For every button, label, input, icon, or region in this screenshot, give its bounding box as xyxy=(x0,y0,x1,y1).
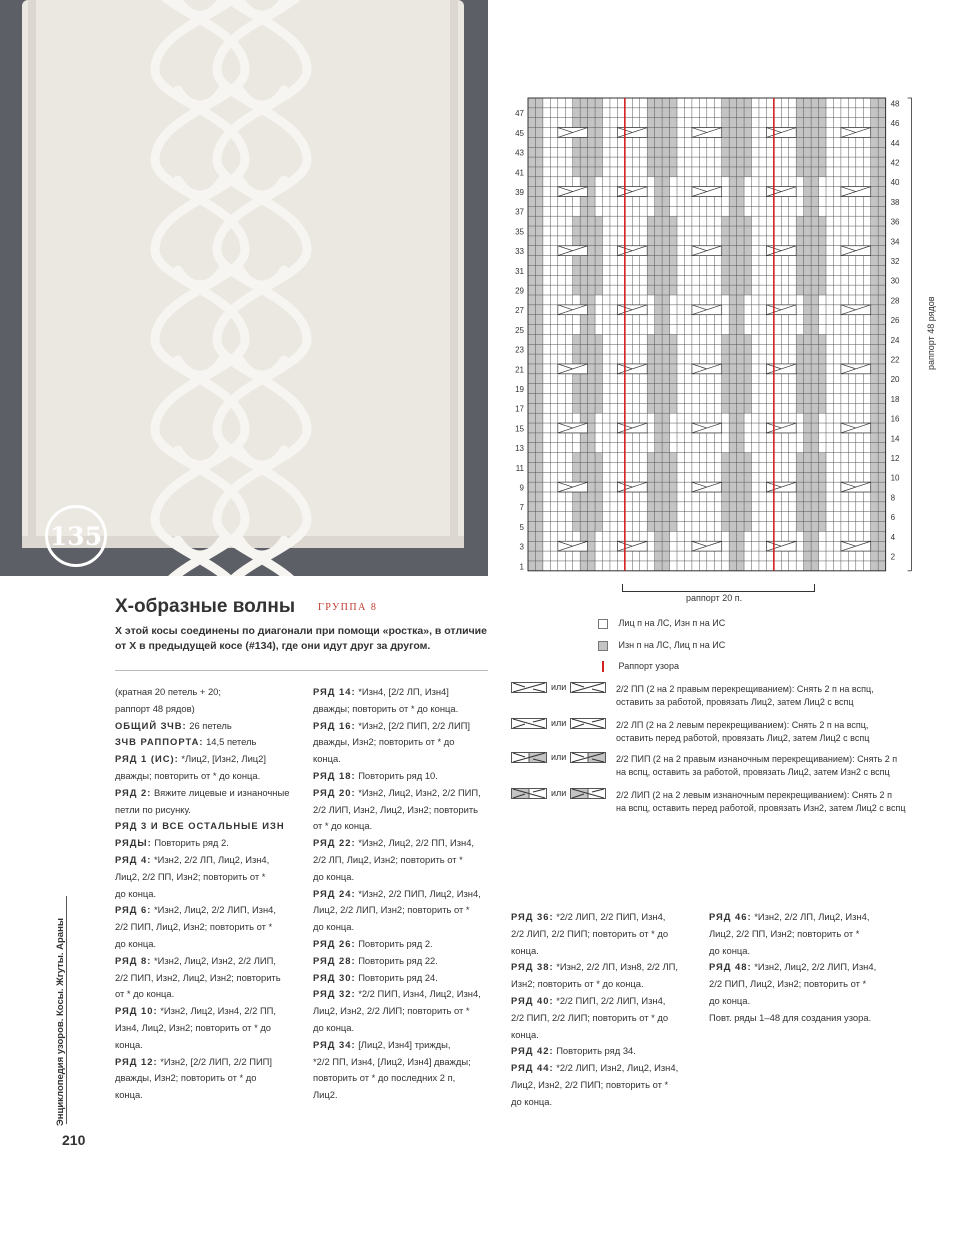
row-number-label: 13 xyxy=(515,444,524,454)
instruction-line xyxy=(115,684,300,701)
row-label: РЯД 32: xyxy=(313,988,356,1000)
instruction-line xyxy=(313,1087,498,1104)
knitted-fabric-image xyxy=(0,0,488,576)
legend-cable-1 xyxy=(511,681,606,694)
row-label: РЯД 34: xyxy=(313,1038,356,1050)
row-text: до конца. xyxy=(313,870,355,882)
row-number-label: 7 xyxy=(519,503,524,513)
instruction-line xyxy=(313,1003,498,1020)
row-label: РЯД 42: xyxy=(511,1045,554,1057)
instruction-line xyxy=(115,1070,300,1087)
row-number-label: 18 xyxy=(890,394,900,404)
instruction-line xyxy=(115,751,300,768)
instruction-line xyxy=(313,684,498,701)
instruction-line xyxy=(313,701,498,718)
instruction-line xyxy=(313,886,498,903)
group-label: ГРУППА 8 xyxy=(318,602,378,613)
divider xyxy=(115,670,488,671)
pattern-number-badge: 135 xyxy=(45,505,107,567)
row-text: Повторить ряд 10. xyxy=(355,769,438,781)
instruction-line xyxy=(511,1077,701,1094)
row-number-label: 1 xyxy=(519,562,524,572)
cable-symbol-icon xyxy=(511,718,547,729)
row-text: Лиц2, 2/2 ПП, Изн2; повторить от * xyxy=(709,927,860,939)
row-number-label: 47 xyxy=(515,109,524,119)
instruction-line xyxy=(511,926,701,943)
instruction-line xyxy=(313,1037,498,1054)
row-label: РЯД 2: xyxy=(115,786,152,798)
instruction-line xyxy=(511,1010,701,1027)
row-text: Повторить ряд 22. xyxy=(355,954,438,966)
row-number-label: 9 xyxy=(519,483,524,493)
row-text: от * до конца. xyxy=(313,820,373,832)
cable-symbol-icon xyxy=(570,718,606,729)
repeat-stitches-bracket xyxy=(622,584,815,592)
knitting-chart xyxy=(500,92,950,607)
row-label: РЯД 16: xyxy=(313,719,356,731)
instruction-line xyxy=(115,835,300,852)
row-text: *Изн2, 2/2 ЛП, Лиц2, Изн4, xyxy=(751,911,870,922)
instruction-line xyxy=(115,768,300,785)
instruction-line xyxy=(313,751,498,768)
row-text: Лиц2. xyxy=(313,1089,338,1101)
legend-line: 2/2 ЛП (2 на 2 левым перекрещиванием): Снять 2 п на вспц, xyxy=(616,720,869,730)
row-number-label: 27 xyxy=(515,306,524,316)
legend-cable-text xyxy=(616,683,874,709)
row-number-label: 35 xyxy=(515,227,524,237)
row-text: *Изн4, [2/2 ЛП, Изн4] xyxy=(355,686,449,697)
row-number-label: 38 xyxy=(890,197,900,207)
row-text: *Изн2, Лиц2, 2/2 ЛИП, Изн4, xyxy=(751,961,877,973)
instruction-line xyxy=(313,785,498,802)
row-number-label: 25 xyxy=(515,325,524,335)
row-text: до конца. xyxy=(709,994,751,1006)
row-label: РЯД 3 И ВСЕ ОСТАЛЬНЫЕ ИЗН xyxy=(115,820,285,832)
row-number-label: 37 xyxy=(515,207,524,217)
row-label: РЯД 40: xyxy=(511,994,554,1006)
row-text: конца. xyxy=(115,1089,143,1101)
instruction-line xyxy=(115,734,300,751)
cable-symbol-icon xyxy=(570,682,606,693)
legend-cable-text xyxy=(616,753,897,779)
instructions-column-3 xyxy=(511,909,701,1111)
instruction-line xyxy=(511,1094,701,1111)
row-text: Повторить ряд 24. xyxy=(355,971,438,983)
row-text: *Изн2, Лиц2, 2/2 ПП, Изн4, xyxy=(355,837,475,849)
instruction-line xyxy=(115,886,300,903)
row-text: [Лиц2, Изн4] трижды, xyxy=(355,1038,451,1050)
instruction-line xyxy=(115,718,300,735)
row-text: *Лиц2, [Изн2, Лиц2] xyxy=(178,753,266,765)
row-number-label: 15 xyxy=(515,424,524,434)
row-label: РЯД 46: xyxy=(709,911,752,922)
row-text: Изн4, Лиц2, Изн2; повторить от * до xyxy=(115,1021,272,1033)
row-label: РЯД 28: xyxy=(313,954,356,966)
row-text: Вяжите лицевые и изнаночные xyxy=(151,786,290,798)
instructions-column-4 xyxy=(709,909,899,1027)
row-text: *Изн2, [2/2 ПИП, 2/2 ЛИП] xyxy=(355,719,471,731)
book-sidebar-title: Энциклопедия узоров. Косы. Жгуты. Араны xyxy=(55,918,66,1126)
row-text: дважды, Изн2; повторить от * до xyxy=(313,736,455,748)
row-label: ОБЩИЙ ЗЧВ: xyxy=(115,719,187,731)
row-label: РЯД 30: xyxy=(313,971,356,983)
row-label: РЯД 8: xyxy=(115,954,152,966)
instruction-line xyxy=(115,1020,300,1037)
row-text: *Изн2, 2/2 ЛП, Лиц2, Изн4, xyxy=(151,853,270,865)
instruction-line xyxy=(313,852,498,869)
row-text: *2/2 ЛИП, 2/2 ПИП, Изн4, xyxy=(553,911,666,922)
row-number-label: 5 xyxy=(519,522,524,532)
row-number-label: 41 xyxy=(515,168,524,178)
instruction-line xyxy=(115,818,300,835)
row-text: *Изн2, Лиц2, Изн4, 2/2 ПП, xyxy=(157,1005,277,1017)
white-square-icon xyxy=(598,619,608,629)
row-label: РЯД 14: xyxy=(313,686,356,697)
instruction-line xyxy=(313,902,498,919)
instruction-line xyxy=(511,976,701,993)
instruction-line xyxy=(115,1003,300,1020)
row-text: Лиц2, Изн2, 2/2 ПИП; повторить от * xyxy=(511,1078,669,1090)
legend-line: на вспц, оставить за работой, провязать Лиц2, затем Изн2 с вспц xyxy=(616,767,890,777)
row-number-label: 10 xyxy=(890,473,900,483)
row-text: 2/2 ПИП, Изн2, Лиц2, Изн2; повторить xyxy=(115,971,281,983)
instruction-line xyxy=(313,919,498,936)
cable-symbol-icon xyxy=(570,752,606,763)
row-text: 2/2 ЛИП, Изн2, Лиц2, Изн2; повторить xyxy=(313,803,479,815)
row-text: 2/2 ЛИП, 2/2 ПИП; повторить от * до xyxy=(511,927,669,939)
or-label: или xyxy=(551,682,567,692)
instructions-column-1 xyxy=(115,684,300,1104)
row-text: Повторить ряд 34. xyxy=(553,1045,636,1057)
row-text: *Изн2, Лиц2, Изн2, 2/2 ПИП, xyxy=(355,786,481,798)
row-label: РЯД 24: xyxy=(313,887,356,899)
row-number-label: 28 xyxy=(890,296,900,306)
row-text: *2/2 ЛИП, Изн2, Лиц2, Изн4, xyxy=(553,1062,679,1074)
row-number-label: 23 xyxy=(515,345,524,355)
row-text: 26 петель xyxy=(186,719,232,731)
row-text: до конца. xyxy=(115,937,157,949)
instruction-line xyxy=(709,926,899,943)
or-label: или xyxy=(551,788,567,798)
instruction-line xyxy=(313,953,498,970)
row-label: РЯД 20: xyxy=(313,786,356,798)
legend-line: на вспц, оставить перед работой, провязать Изн2, затем Лиц2 с вспц xyxy=(616,803,906,813)
instruction-line xyxy=(313,718,498,735)
row-number-label: 34 xyxy=(890,237,900,247)
instruction-line xyxy=(511,1027,701,1044)
row-text: до конца. xyxy=(511,1095,553,1107)
row-label: РЯД 38: xyxy=(511,961,554,973)
row-label: РЯД 26: xyxy=(313,937,356,949)
row-label: РЯД 1 (ИС): xyxy=(115,753,179,765)
legend-cable-2 xyxy=(511,717,606,730)
instructions-column-2 xyxy=(313,684,498,1104)
row-text: 2/2 ЛП, Лиц2, Изн2; повторить от * xyxy=(313,853,463,865)
instruction-line xyxy=(313,986,498,1003)
instruction-line xyxy=(115,869,300,886)
or-label: или xyxy=(551,752,567,762)
instruction-line xyxy=(313,835,498,852)
row-number-label: 2 xyxy=(890,552,896,562)
row-text: *Изн2, 2/2 ЛП, Изн8, 2/2 ЛП, xyxy=(553,961,678,973)
row-text: дважды, Изн2; повторить от * до xyxy=(115,1072,257,1084)
instruction-line xyxy=(313,1020,498,1037)
instruction-line xyxy=(313,869,498,886)
row-number-label: 45 xyxy=(515,128,524,138)
instruction-line xyxy=(709,1010,899,1027)
row-text: конца. xyxy=(313,753,341,765)
intro-text: X этой косы соединены по диагонали при помощи «ростка», в отличие от X в предыдущей косе (#134), где они идут друг за другом. xyxy=(115,625,487,652)
knitted-sample-photo xyxy=(0,0,488,576)
row-number-label: 8 xyxy=(890,493,896,503)
row-number-label: 17 xyxy=(515,404,524,414)
row-number-label: 12 xyxy=(890,453,900,463)
row-label: РЯДЫ: xyxy=(115,837,152,849)
instruction-line xyxy=(511,1043,701,1060)
row-text: Лиц2, 2/2 ПП, Изн2; повторить от * xyxy=(115,870,266,882)
instruction-line xyxy=(115,953,300,970)
instruction-line xyxy=(115,1054,300,1071)
row-text: Повт. ряды 1–48 для создания узора. xyxy=(709,1011,872,1023)
row-number-label: 4 xyxy=(890,532,896,542)
row-label: РЯД 18: xyxy=(313,769,356,781)
instruction-line xyxy=(709,909,899,926)
row-number-label: 21 xyxy=(515,365,524,375)
row-number-label: 36 xyxy=(890,217,900,227)
row-text: раппорт 48 рядов) xyxy=(115,702,195,714)
row-number-label: 26 xyxy=(890,316,900,326)
row-number-label: 32 xyxy=(890,256,900,266)
instruction-line xyxy=(115,936,300,953)
row-text: Лиц2, Изн2, 2/2 ЛИП; повторить от * xyxy=(313,1005,470,1017)
row-text: до конца. xyxy=(709,944,751,956)
row-number-label: 20 xyxy=(890,375,900,385)
instruction-line xyxy=(313,768,498,785)
legend-line: 2/2 ЛИП (2 на 2 левым изнаночным перекрещиванием): Снять 2 п xyxy=(616,790,892,800)
row-text: *2/2 ПИП, Изн4, Лиц2, Изн4, xyxy=(355,988,481,1000)
instruction-line xyxy=(511,993,701,1010)
row-number-label: 11 xyxy=(515,463,524,473)
row-text: Лиц2, 2/2 ЛИП, Изн2; повторить от * xyxy=(313,904,470,916)
page-title: X-образные волны xyxy=(115,596,296,617)
row-text: *Изн2, [2/2 ЛИП, 2/2 ПИП] xyxy=(157,1055,273,1067)
row-text: *Изн2, 2/2 ПИП, Лиц2, Изн4, xyxy=(355,887,481,899)
row-number-label: 31 xyxy=(515,266,524,276)
instruction-line xyxy=(115,785,300,802)
instruction-line xyxy=(313,1070,498,1087)
row-label: РЯД 12: xyxy=(115,1055,158,1067)
legend-knit: Лиц п на ЛС, Изн п на ИС xyxy=(598,617,725,630)
row-text: *Изн2, Лиц2, Изн2, 2/2 ЛИП, xyxy=(151,954,276,966)
legend-line: 2/2 ПИП (2 на 2 правым изнаночным перекрещиванием): Снять 2 п xyxy=(616,754,898,764)
row-label: ЗЧВ РАППОРТА: xyxy=(115,736,204,748)
row-number-label: 40 xyxy=(890,178,900,188)
legend-purl: Изн п на ЛС, Лиц п на ИС xyxy=(598,639,725,652)
row-label: РЯД 6: xyxy=(115,904,152,916)
legend-cable-text xyxy=(616,719,869,745)
row-text: от * до конца. xyxy=(115,988,175,1000)
instruction-line xyxy=(115,852,300,869)
legend-line: оставить за работой, провязать Лиц2, затем Лиц2 с вспц xyxy=(616,697,854,707)
row-number-label: 39 xyxy=(515,188,524,198)
row-label: РЯД 22: xyxy=(313,837,356,849)
row-text: конца. xyxy=(511,944,539,956)
row-text: дважды; повторить от * до конца. xyxy=(313,702,459,714)
row-text: до конца. xyxy=(313,921,355,933)
instruction-line xyxy=(709,943,899,960)
row-text: Изн2; повторить от * до конца. xyxy=(511,978,644,990)
instruction-line xyxy=(115,970,300,987)
legend-cable-3 xyxy=(511,751,606,764)
instruction-line xyxy=(313,1054,498,1071)
row-number-label: 33 xyxy=(515,247,524,257)
row-number-label: 44 xyxy=(890,138,900,148)
chart-grid xyxy=(500,92,950,602)
sidebar-line xyxy=(66,896,67,1124)
row-number-label: 14 xyxy=(890,434,900,444)
instruction-line xyxy=(115,1037,300,1054)
row-number-label: 24 xyxy=(890,335,900,345)
legend-line: 2/2 ПП (2 на 2 правым перекрещиванием): Снять 2 п на вспц, xyxy=(616,684,874,694)
row-number-label: 30 xyxy=(890,276,900,286)
instruction-line xyxy=(115,919,300,936)
instruction-line xyxy=(115,902,300,919)
row-number-label: 29 xyxy=(515,286,524,296)
row-label: РЯД 4: xyxy=(115,853,152,865)
row-text: повторить от * до последних 2 п, xyxy=(313,1072,456,1084)
instruction-line xyxy=(511,1060,701,1077)
instruction-line xyxy=(115,802,300,819)
row-number-label: 46 xyxy=(890,119,900,129)
repeat-rows-label: раппорт 48 рядов xyxy=(926,296,936,370)
or-label: или xyxy=(551,718,567,728)
row-label: РЯД 48: xyxy=(709,961,752,973)
page-number: 210 xyxy=(62,1132,86,1148)
row-label: РЯД 36: xyxy=(511,911,554,922)
row-number-label: 22 xyxy=(890,355,900,365)
row-text: 2/2 ПИП, Лиц2, Изн2; повторить от * xyxy=(115,921,273,933)
row-text: 2/2 ПИП, Лиц2, Изн2; повторить от * xyxy=(709,978,867,990)
row-number-label: 6 xyxy=(890,513,896,523)
row-number-label: 19 xyxy=(515,385,524,395)
row-number-label: 42 xyxy=(890,158,900,168)
cable-symbol-icon xyxy=(511,682,547,693)
instruction-line xyxy=(709,959,899,976)
row-text: *Изн2, Лиц2, 2/2 ЛИП, Изн4, xyxy=(151,904,276,916)
instruction-line xyxy=(709,976,899,993)
instruction-line xyxy=(313,970,498,987)
grey-square-icon xyxy=(598,641,608,651)
repeat-stitches-label: раппорт 20 п. xyxy=(686,593,743,603)
instruction-line xyxy=(313,818,498,835)
row-label: РЯД 44: xyxy=(511,1062,554,1074)
legend-repeat: Раппорт узора xyxy=(598,660,679,673)
row-label: РЯД 10: xyxy=(115,1005,158,1017)
row-text: *2/2 ПП, Изн4, [Лиц2, Изн4] дважды; xyxy=(313,1055,471,1067)
instruction-line xyxy=(709,993,899,1010)
row-text: Повторить ряд 2. xyxy=(151,837,229,849)
instruction-line xyxy=(313,936,498,953)
row-number-label: 16 xyxy=(890,414,900,424)
cable-symbol-icon xyxy=(570,788,606,799)
row-number-label: 48 xyxy=(890,99,900,109)
row-text: до конца. xyxy=(115,887,157,899)
cable-symbol-icon xyxy=(511,752,547,763)
instruction-line xyxy=(511,909,701,926)
row-text: Повторить ряд 2. xyxy=(355,937,433,949)
row-text: 14,5 петель xyxy=(203,736,257,748)
instruction-line xyxy=(115,986,300,1003)
cable-symbol-icon xyxy=(511,788,547,799)
row-text: (кратная 20 петель + 20; xyxy=(115,686,221,697)
row-text: петли по рисунку. xyxy=(115,803,191,815)
instruction-line xyxy=(313,734,498,751)
row-text: дважды; повторить от * до конца. xyxy=(115,769,261,781)
red-line-icon xyxy=(602,661,604,672)
row-text: до конца. xyxy=(313,1021,355,1033)
instruction-line xyxy=(115,1087,300,1104)
legend-cable-text xyxy=(616,789,906,815)
instruction-line xyxy=(313,802,498,819)
row-text: конца. xyxy=(115,1038,143,1050)
instruction-line xyxy=(511,959,701,976)
row-text: конца. xyxy=(511,1028,539,1040)
legend-cable-4 xyxy=(511,787,606,800)
row-number-label: 3 xyxy=(519,542,524,552)
legend-line: оставить перед работой, провязать Лиц2, затем Лиц2 с вспц xyxy=(616,733,870,743)
row-text: *2/2 ПИП, 2/2 ЛИП, Изн4, xyxy=(553,994,666,1006)
row-number-label: 43 xyxy=(515,148,524,158)
instruction-line xyxy=(511,943,701,960)
instruction-line xyxy=(115,701,300,718)
row-text: 2/2 ПИП, 2/2 ЛИП; повторить от * до xyxy=(511,1011,669,1023)
